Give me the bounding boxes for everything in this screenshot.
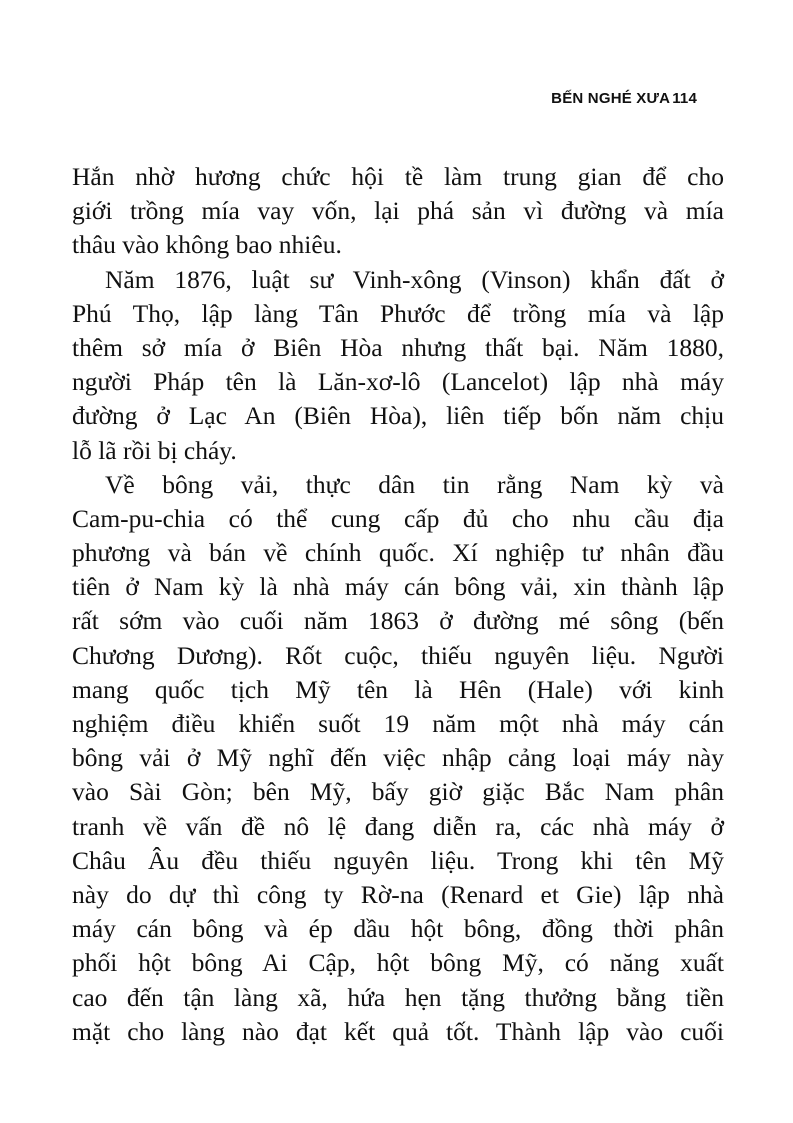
text-line: Phú Thọ, lập làng Tân Phước để trồng mía và lập	[72, 298, 724, 328]
text-line: vào Sài Gòn; bên Mỹ, bấy giờ giặc Bắc Nam phân	[72, 777, 724, 807]
text-line: lỗ lã rồi bị cháy.	[72, 435, 237, 465]
text-line: cao đến tận làng xã, hứa hẹn tặng thưởng bằng tiền	[72, 982, 724, 1012]
paragraph-3	[72, 468, 724, 1049]
text-line: máy cán bông và ép dầu hột bông, đồng thời phân	[72, 914, 724, 944]
text-line: thâu vào không bao nhiêu.	[72, 230, 342, 260]
text-line: mặt cho làng nào đạt kết quả tốt. Thành lập vào cuối	[72, 1016, 724, 1046]
text-line: Châu Âu đều thiếu nguyên liệu. Trong khi tên Mỹ	[72, 845, 724, 875]
text-line: này do dự thì công ty Rờ-na (Renard et Gie) lập nhà	[72, 879, 724, 909]
text-line: mang quốc tịch Mỹ tên là Hên (Hale) với kinh	[72, 674, 724, 704]
page-number: 114	[672, 90, 697, 107]
text-line: phương và bán về chính quốc. Xí nghiệp tư nhân đầu	[72, 538, 724, 568]
text-line: phối hột bông Ai Cập, hột bông Mỹ, có năng xuất	[72, 948, 724, 978]
text-line: thêm sở mía ở Biên Hòa nhưng thất bại. Năm 1880,	[72, 332, 724, 362]
text-line: Chương Dương). Rốt cuộc, thiếu nguyên liệu. Người	[72, 640, 724, 670]
text-line: bông vải ở Mỹ nghĩ đến việc nhập cảng loại máy này	[72, 743, 724, 773]
text-line: người Pháp tên là Lăn-xơ-lô (Lancelot) lập nhà máy	[72, 367, 724, 397]
text-line: rất sớm vào cuối năm 1863 ở đường mé sông (bến	[72, 606, 724, 636]
paragraph-2	[72, 263, 724, 468]
text-line: đường ở Lạc An (Biên Hòa), liên tiếp bốn năm chịu	[72, 401, 724, 431]
text-line: Cam-pu-chia có thể cung cấp đủ cho nhu cầu địa	[72, 503, 724, 533]
text-line: tiên ở Nam kỳ là nhà máy cán bông vải, xin thành lập	[72, 572, 724, 602]
text-line: giới trồng mía vay vốn, lại phá sản vì đường và mía	[72, 196, 724, 226]
text-line: nghiệm điều khiển suốt 19 năm một nhà máy cán	[72, 709, 724, 738]
running-header	[551, 90, 697, 107]
body-text	[72, 160, 724, 1049]
running-title: BẾN NGHÉ XƯA	[551, 90, 671, 107]
text-line: Hắn nhờ hương chức hội tề làm trung gian để cho	[72, 162, 724, 191]
text-line: tranh về vấn đề nô lệ đang diễn ra, các nhà máy ở	[72, 811, 724, 841]
paragraph-1	[72, 160, 724, 263]
text-line: Năm 1876, luật sư Vinh-xông (Vinson) khẩn đất ở	[105, 264, 724, 294]
text-line: Về bông vải, thực dân tin rằng Nam kỳ và	[105, 469, 724, 499]
